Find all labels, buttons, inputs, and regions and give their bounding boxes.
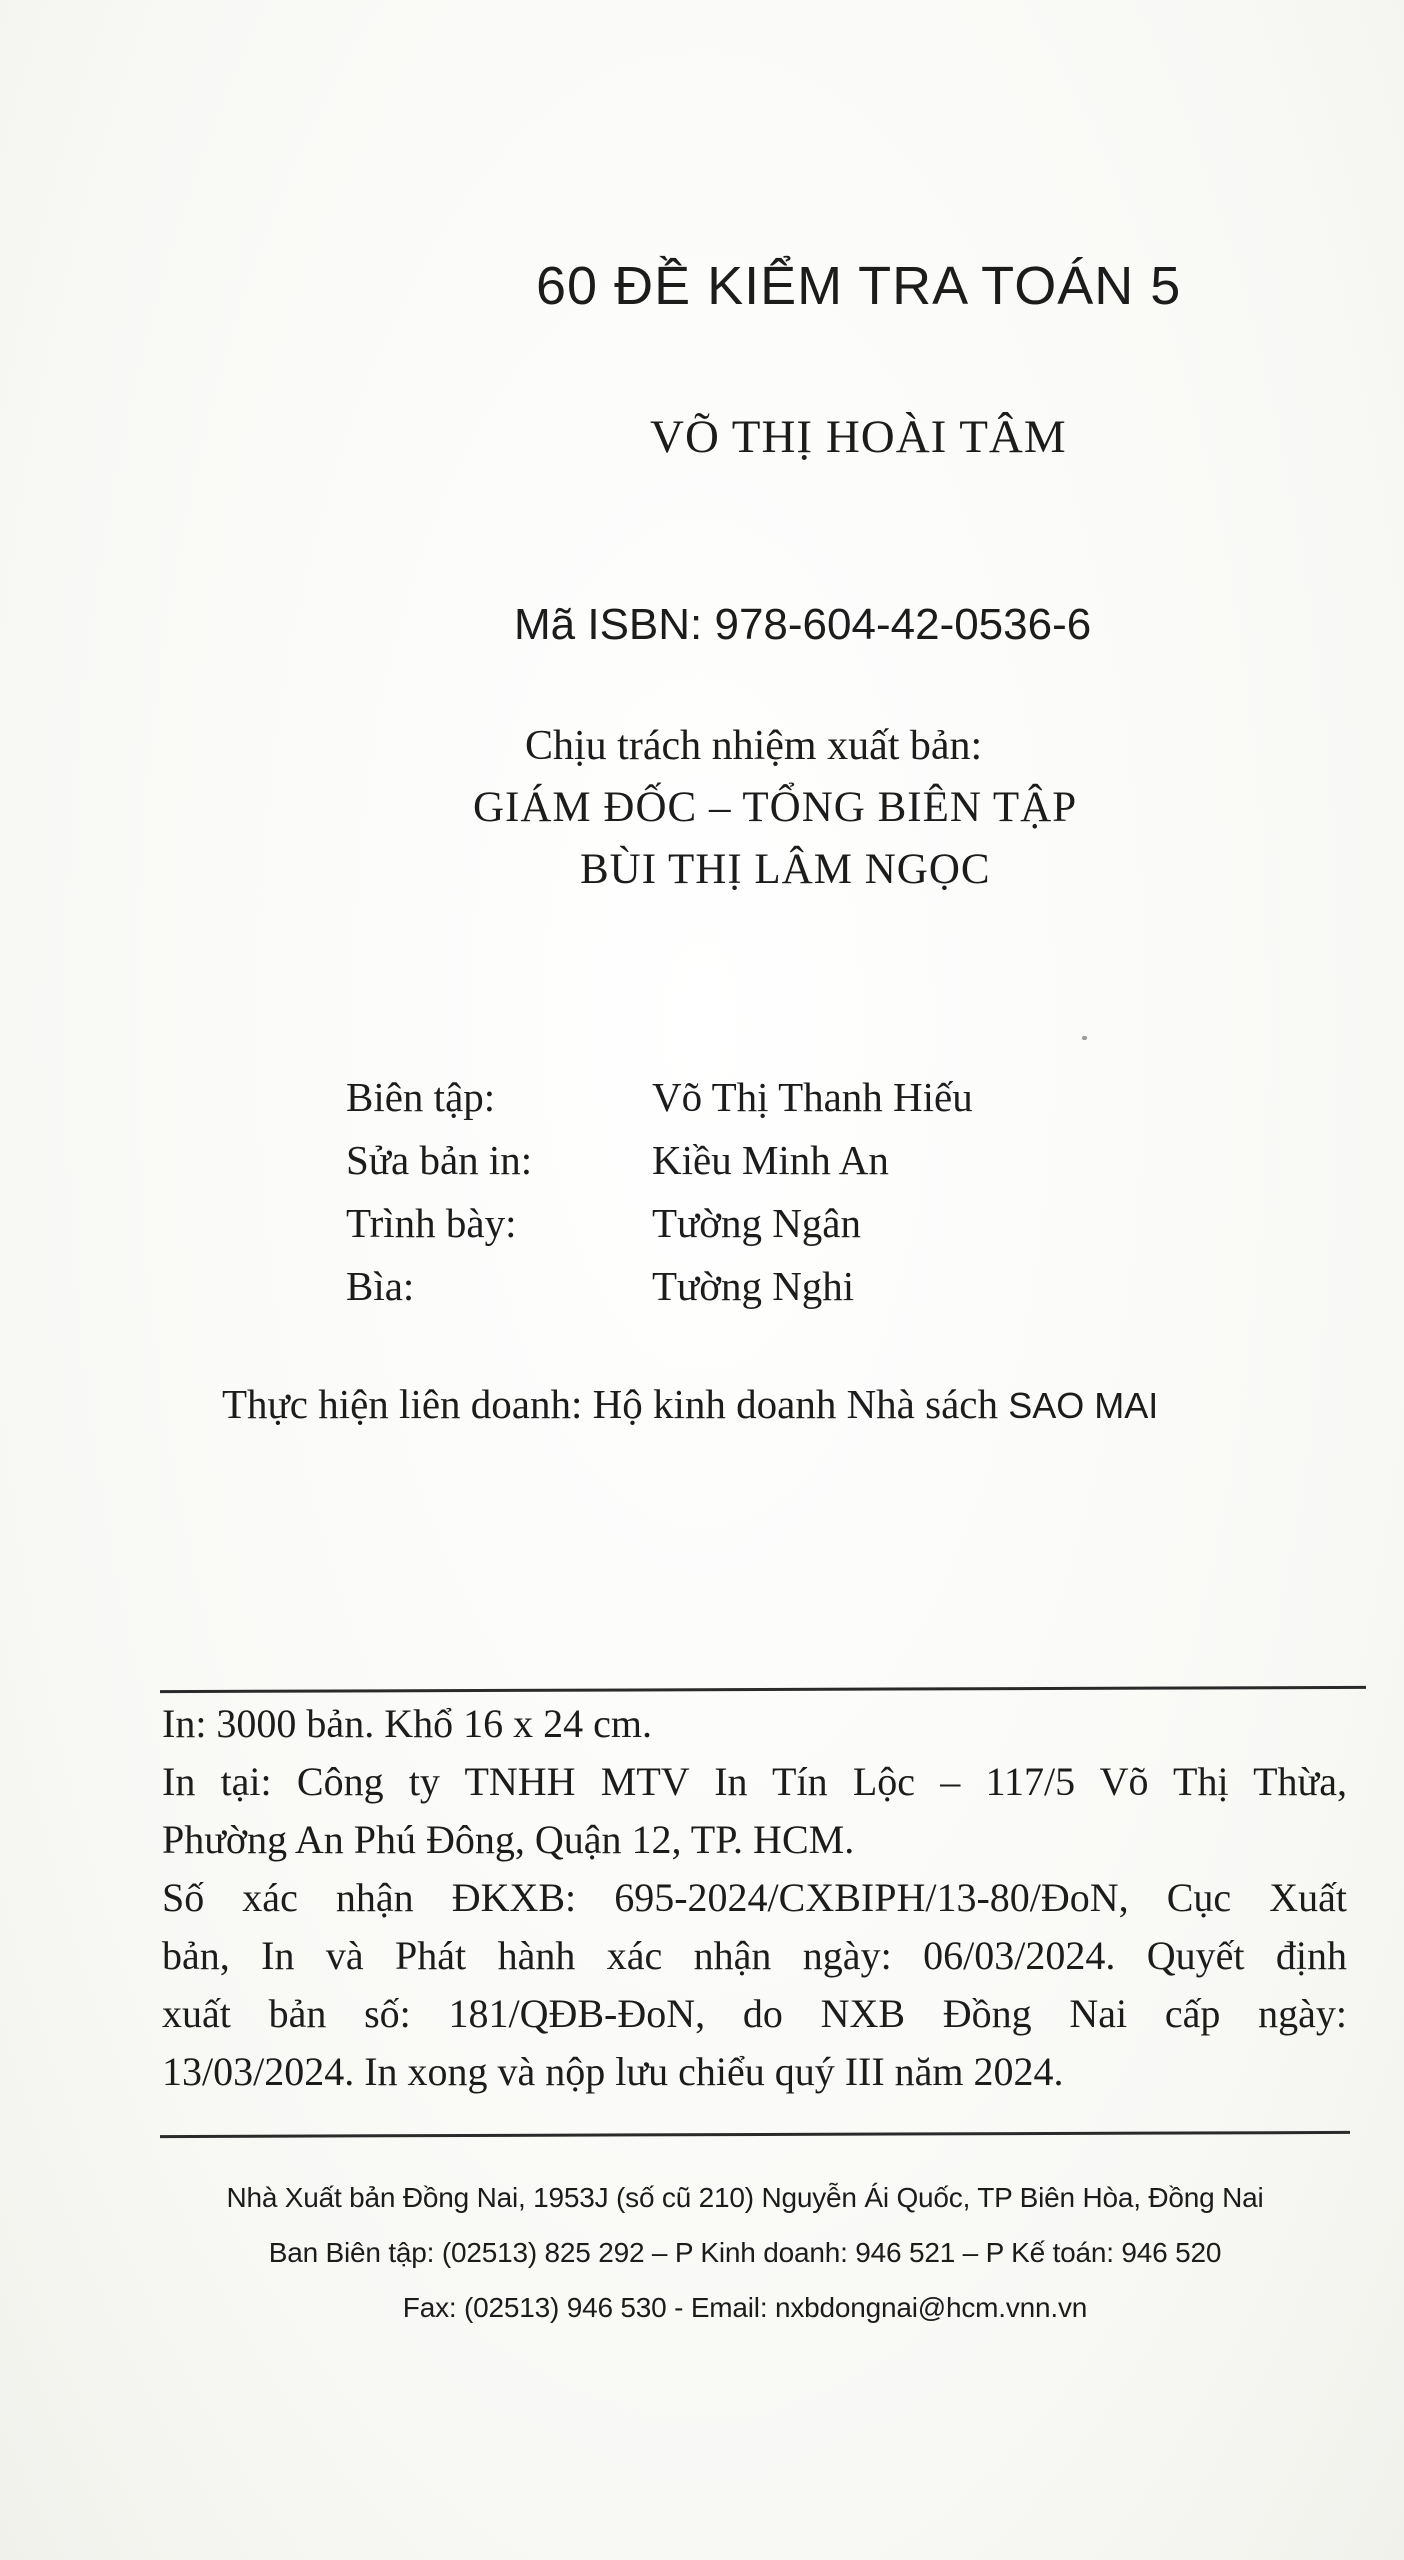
credit-value: Kiều Minh An [652,1136,889,1183]
credit-label: Bìa: [346,1262,415,1309]
responsibility-role: GIÁM ĐỐC – TỔNG BIÊN TẬP [473,784,1078,831]
joint-venture-text: Thực hiện liên doanh: Hộ kinh doanh Nhà sách [222,1381,998,1427]
credit-value: Tường Ngân [652,1199,862,1246]
credit-row-editor [346,1065,973,1128]
deposit-info: 13/03/2024. In xong và nộp lưu chiểu quý III năm 2024. [162,2049,1064,2094]
credit-value: Tường Nghi [652,1262,855,1309]
joint-venture-brand: SAO MAI [1008,1385,1159,1426]
print-location: In tại: Công ty TNHH MTV In Tín Lộc – 117/5 Võ Thị Thừa, [162,1759,1347,1804]
paper-speck [1082,1036,1087,1040]
author-name: VÕ THỊ HOÀI TÂM [650,411,1067,463]
publisher-address: Nhà Xuất bản Đồng Nai, 1953J (số cũ 210) Nguyễn Ái Quốc, TP Biên Hòa, Đồng Nai [226,2182,1264,2213]
credits-list [346,1065,973,1317]
publisher-phones: Ban Biên tập: (02513) 825 292 – P Kinh doanh: 946 521 – P Kế toán: 946 520 [268,2237,1222,2268]
registration-date: bản, In và Phát hành xác nhận ngày: 06/03/2024. Quyết định [162,1933,1347,1978]
joint-venture-line [222,1380,1158,1428]
publisher-info [150,2170,1340,2335]
responsibility-heading: Chịu trách nhiệm xuất bản: [525,723,983,769]
divider-bottom [160,2131,1350,2138]
responsibility-name: BÙI THỊ LÂM NGỌC [580,846,991,893]
credit-label: Biên tập: [346,1073,496,1120]
book-title: 60 ĐỀ KIỂM TRA TOÁN 5 [536,256,1182,316]
print-location-cont: Phường An Phú Đông, Quận 12, TP. HCM. [162,1817,855,1862]
credit-value: Võ Thị Thanh Hiếu [652,1073,973,1120]
print-run: In: 3000 bản. Khổ 16 x 24 cm. [162,1701,652,1746]
divider-top [160,1686,1366,1693]
isbn: Mã ISBN: 978-604-42-0536-6 [514,600,1092,649]
credit-row-layout [346,1191,973,1254]
credit-row-cover [346,1254,973,1317]
registration-number: Số xác nhận ĐKXB: 695-2024/CXBIPH/13-80/ĐoN, Cục Xuất [162,1875,1347,1920]
publisher-contact: Fax: (02513) 946 530 - Email: nxbdongnai@hcm.vnn.vn [402,2292,1088,2323]
credit-row-proofreader [346,1128,973,1191]
credit-label: Trình bày: [346,1199,517,1246]
print-info [162,1695,1347,2101]
credit-label: Sửa bản in: [346,1136,533,1183]
publishing-decision: xuất bản số: 181/QĐB-ĐoN, do NXB Đồng Nai cấp ngày: [162,1991,1347,2036]
